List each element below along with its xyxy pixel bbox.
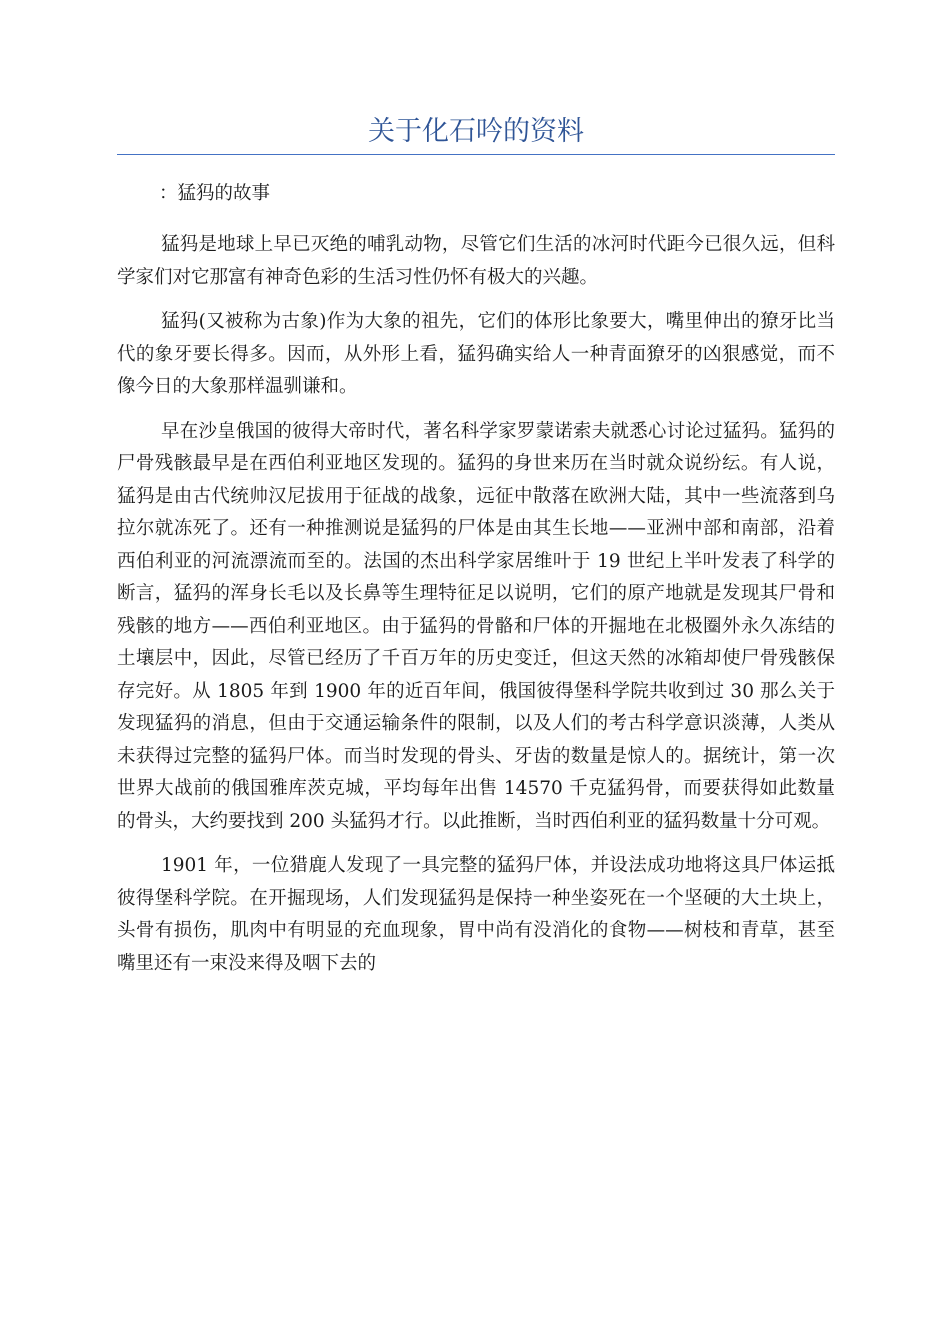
paragraph-3: 早在沙皇俄国的彼得大帝时代，著名科学家罗蒙诺索夫就悉心讨论过猛犸。猛犸的尸骨残骸最早是在西伯利亚地区发现的。猛犸的身世来历在当时就众说纷纭。有人说，猛犸是由古代统帅汉尼拔用于征战的战象，远征中散落在欧洲大陆，其中一些流落到乌拉尔就冻死了。还有一种推测说是猛犸的尸体是由其生长地——亚洲中部和南部，沿着西伯利亚的河流漂流而至的。法国的杰出科学家居维叶于 19 世纪上半叶发表了科学的断言，猛犸的浑身长毛以及长鼻等生理特征足以说明，它们的原产地就是发现其尸骨和残骸的地方——西伯利亚地区。由于猛犸的骨骼和尸体的开掘地在北极圈外永久冻结的土壤层中，因此，尽管已经历了千百万年的历史变迁，但这天然的冰箱却使尸骨残骸保存完好。从 1805 年到 1900 年的近百年间，俄国彼得堡科学院共收到过 30 那么关于发现猛犸的消息，但由于交通运输条件的限制，以及人们的考古科学意识淡薄，人类从未获得过完整的猛犸尸体。而当时发现的骨头、牙齿的数量是惊人的。据统计，第一次世界大战前的俄国雅库茨克城，平均每年出售 14570 千克猛犸骨，而要获得如此数量的骨头，大约要找到 200 头猛犸才行。以此推断，当时西伯利亚的猛犸数量十分可观。 [117, 420, 835, 832]
document-title: 关于化石吟的资料 [368, 116, 584, 147]
section-subtitle: ：猛犸的故事 [159, 183, 271, 204]
document-page [117, 0, 835, 980]
title-underline [117, 154, 835, 155]
paragraph-4: 1901 年，一位猎鹿人发现了一具完整的猛犸尸体，并设法成功地将这具尸体运抵彼得堡科学院。在开掘现场，人们发现猛犸是保持一种坐姿死在一个坚硬的大土块上，头骨有损伤，肌肉中有明显的充血现象，胃中尚有没消化的食物——树枝和青草，甚至嘴里还有一束没来得及咽下去的 [117, 855, 835, 974]
paragraph-1: 猛犸是地球上早已灭绝的哺乳动物，尽管它们生活的冰河时代距今已很久远，但科学家们对它那富有神奇色彩的生活习性仍怀有极大的兴趣。 [117, 234, 835, 288]
paragraph-2: 猛犸(又被称为古象)作为大象的祖先，它们的体形比象要大，嘴里伸出的獠牙比当代的象牙要长得多。因而，从外形上看，猛犸确实给人一种青面獠牙的凶狠感觉，而不像今日的大象那样温驯谦和。 [117, 311, 835, 397]
